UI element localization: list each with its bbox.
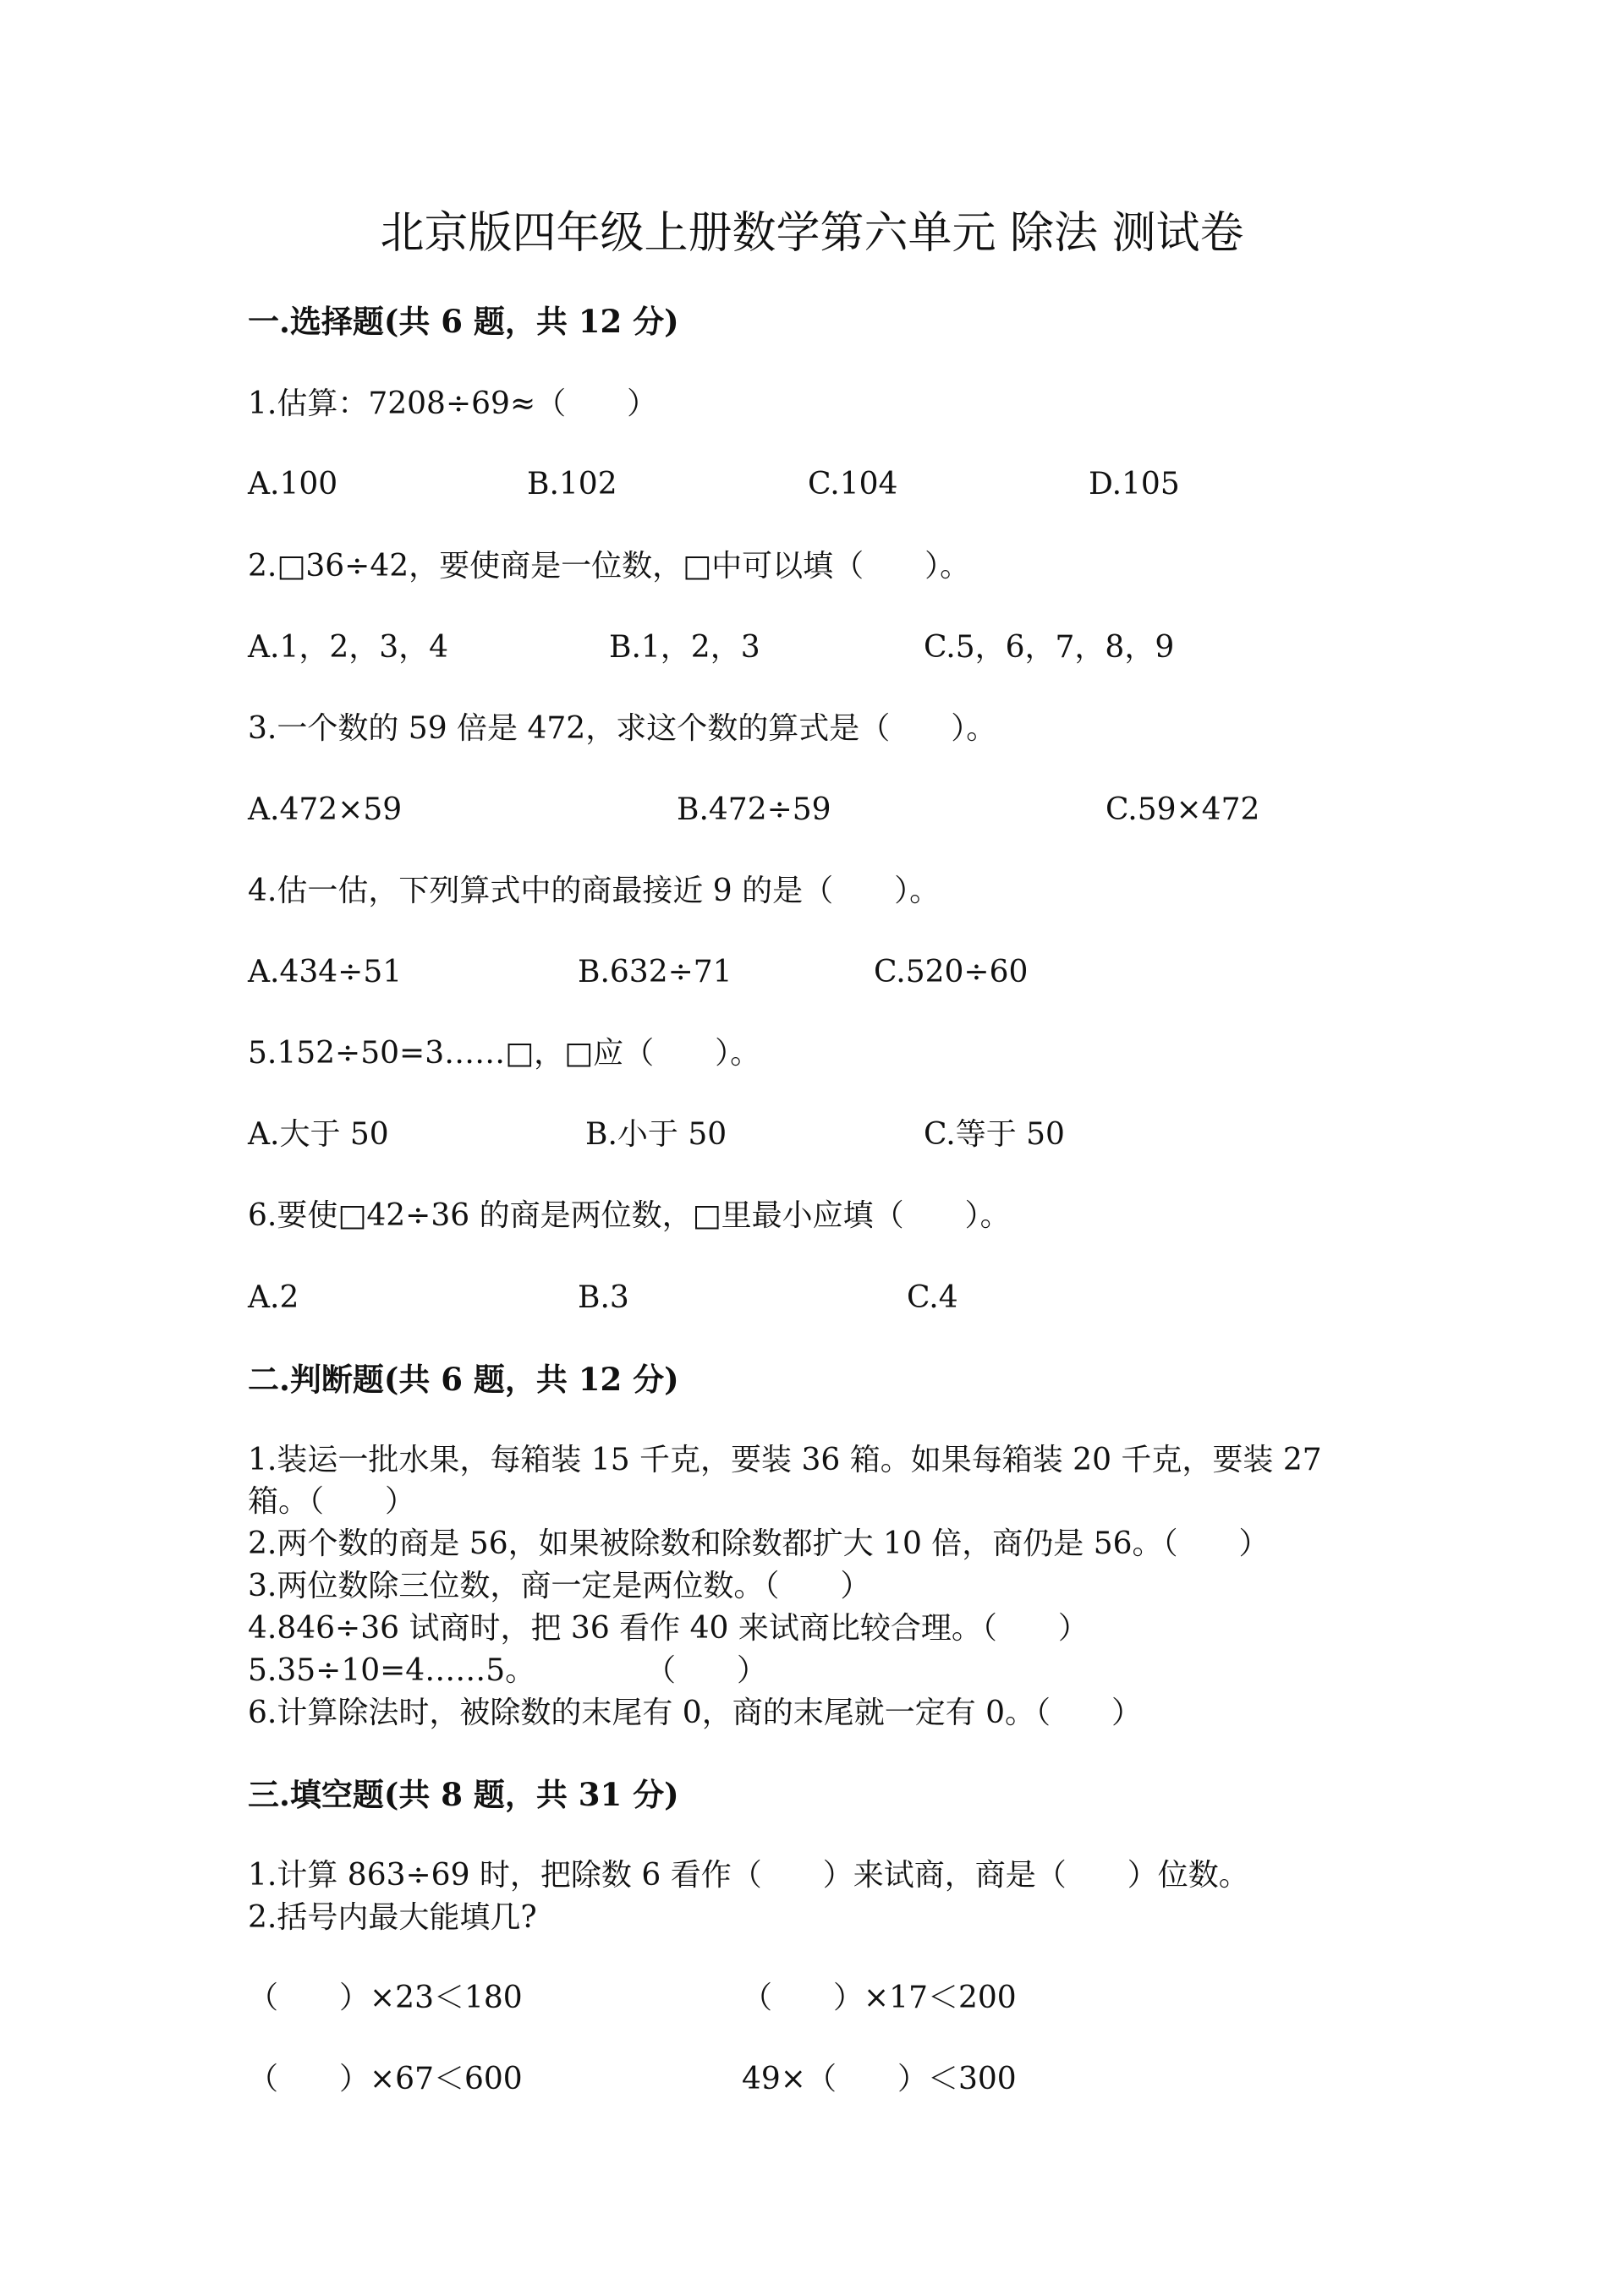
option-c: C.5，6，7，8，9 — [924, 630, 1175, 665]
option-c: C.等于 50 — [924, 1117, 1065, 1152]
option-a: A.大于 50 — [248, 1117, 389, 1152]
question-stem: 4.估一估，下列算式中的商最接近 9 的是（ ）。 — [248, 874, 941, 908]
option-a: A.434÷51 — [248, 955, 403, 989]
option-a: A.1，2，3，4 — [248, 630, 449, 665]
statement-item: 6.计算除法时，被除数的末尾有 0，商的末尾就一定有 0。（ ） — [248, 1696, 1143, 1730]
question-stem: 2.□36÷42，要使商是一位数，□中可以填（ ）。 — [248, 549, 971, 584]
option-b: B.小于 50 — [585, 1117, 727, 1152]
question-stem: 1.估算：7208÷69≈（ ） — [248, 386, 658, 421]
answer-blank: （ ） — [645, 1653, 768, 1688]
inequality-blank: （ ）×67＜600 — [248, 2062, 523, 2096]
option-a: A.100 — [248, 467, 338, 501]
section-heading-choice: 一.选择题(共 6 题，共 12 分) — [248, 303, 679, 340]
option-c: C.104 — [808, 467, 898, 501]
statement-item: 3.两位数除三位数，商一定是两位数。（ ） — [248, 1569, 871, 1603]
inequality-blank: （ ）×17＜200 — [742, 1981, 1017, 2015]
fill-blank-item: 2.括号内最大能填几? — [248, 1900, 537, 1935]
question-stem: 5.152÷50=3……□，□应（ ）。 — [248, 1036, 761, 1071]
option-b: B.3 — [578, 1280, 629, 1315]
option-b: B.472÷59 — [677, 792, 831, 827]
option-d: D.105 — [1089, 467, 1180, 501]
statement-item: 2.两个数的商是 56，如果被除数和除数都扩大 10 倍，商仍是 56。（ ） — [248, 1526, 1270, 1561]
section-heading-judgement: 二.判断题(共 6 题，共 12 分) — [248, 1361, 679, 1398]
option-b: B.102 — [527, 467, 617, 501]
question-stem: 3.一个数的 59 倍是 472，求这个数的算式是（ ）。 — [248, 711, 997, 746]
option-b: B.632÷71 — [578, 955, 732, 989]
statement-item: 4.846÷36 试商时，把 36 看作 40 来试商比较合理。（ ） — [248, 1611, 1089, 1646]
question-stem: 6.要使□42÷36 的商是两位数，□里最小应填（ ）。 — [248, 1198, 1011, 1233]
inequality-blank: （ ）×23＜180 — [248, 1981, 523, 2015]
option-b: B.1，2，3 — [609, 630, 760, 665]
inequality-blank: 49×（ ）＜300 — [742, 2062, 1017, 2096]
statement-item: 5.35÷10=4……5。 — [248, 1653, 536, 1688]
option-a: A.472×59 — [248, 792, 403, 827]
option-c: C.520÷60 — [874, 955, 1029, 989]
statement-item-continued: 箱。（ ） — [248, 1484, 416, 1519]
section-heading-fill-blank: 三.填空题(共 8 题，共 31 分) — [248, 1776, 679, 1813]
statement-item: 1.装运一批水果，每箱装 15 千克，要装 36 箱。如果每箱装 20 千克，要装 27 — [248, 1443, 1322, 1477]
fill-blank-item: 1.计算 863÷69 时，把除数 6 看作（ ）来试商，商是（ ）位数。 — [248, 1858, 1249, 1893]
page-title: 北京版四年级上册数学第六单元 除法 测试卷 — [380, 208, 1244, 259]
option-a: A.2 — [248, 1280, 299, 1315]
option-c: C.59×472 — [1106, 792, 1260, 827]
option-c: C.4 — [907, 1280, 958, 1315]
